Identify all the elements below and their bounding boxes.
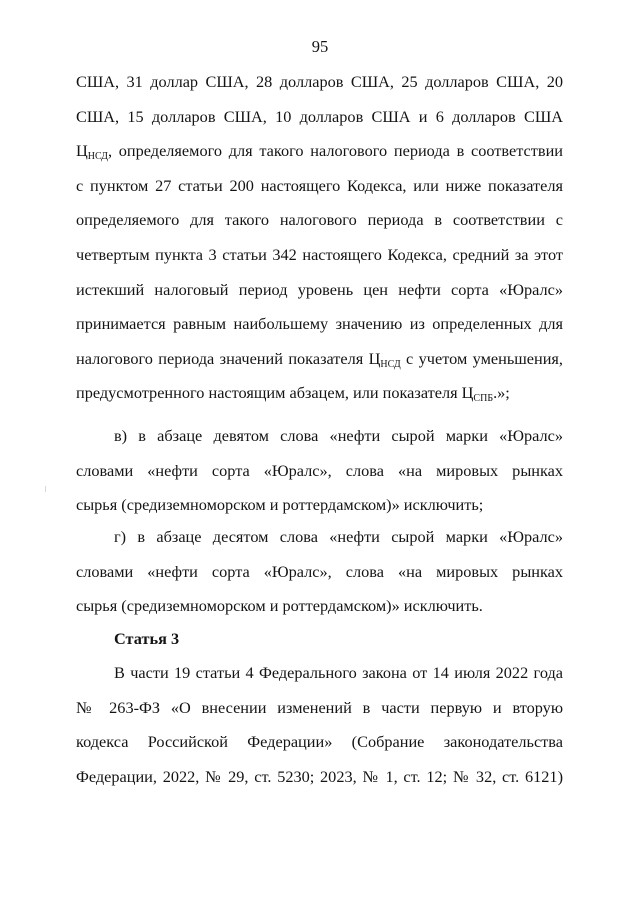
- line-fragment: .»;: [493, 383, 510, 403]
- text-line: В части 19 статьи 4 Федерального закона от 14 июля 2022 года: [114, 663, 563, 682]
- text-line: сырья (средиземноморском и роттердамском)» исключить;: [76, 495, 484, 515]
- line-fragment: предусмотренного настоящим абзацем, или показателя Ц: [76, 383, 474, 403]
- text-line: США, 15 долларов США, 10 долларов США и 6 долларов США: [76, 106, 563, 126]
- text-line: [76, 376, 563, 411]
- margin-mark: [45, 486, 46, 492]
- text-line: словами «нефти сорта «Юралс», слова «на мировых рынках: [76, 561, 563, 581]
- line-fragment: налогового периода значений показателя Ц: [76, 348, 381, 368]
- text-line: Федерации, 2022, № 29, ст. 5230; 2023, № 1, ст. 12; № 32, ст. 6121): [76, 766, 563, 786]
- text-line: г) в абзаце десятом слова «нефти сырой марки «Юралс»: [114, 527, 563, 546]
- line-fragment: с учетом уменьшения,: [400, 348, 563, 368]
- text-line: сырья (средиземноморском и роттердамском)» исключить.: [76, 596, 483, 616]
- text-line: словами «нефти сорта «Юралс», слова «на мировых рынках: [76, 460, 563, 480]
- indicator-subscript: НСД: [380, 358, 401, 370]
- text-line: [76, 169, 563, 204]
- text-line: [76, 342, 563, 377]
- paragraph-article-3: [76, 656, 563, 794]
- paragraph-item-g: [76, 520, 563, 624]
- text-line: принимается равным наибольшему значению из определенных для: [76, 314, 563, 334]
- line-fragment: , определяемого для такого налогового периода в соответствии: [107, 141, 563, 161]
- text-line: в) в абзаце девятом слова «нефти сырой марки «Юралс»: [114, 426, 563, 445]
- text-line: № 263-ФЗ «О внесении изменений в части первую и вторую: [76, 697, 563, 717]
- page-number: 95: [311, 37, 329, 56]
- text-line: четвертым пункта 3 статьи 342 настоящего Кодекса, средний за этот: [76, 244, 563, 264]
- paragraph-continuation: [76, 65, 563, 411]
- paragraph-item-v: [76, 419, 563, 523]
- article-heading-block: [76, 622, 563, 657]
- article-heading: Статья 3: [114, 629, 180, 648]
- indicator-symbol: Ц: [76, 141, 88, 161]
- indicator-subscript: СПБ: [473, 393, 494, 405]
- text-line: истекший налоговый период уровень цен нефти сорта «Юралс»: [76, 279, 563, 299]
- text-line: США, 31 доллар США, 28 долларов США, 25 долларов США, 20: [76, 72, 563, 91]
- indicator-subscript: НСД: [87, 151, 108, 163]
- line-fragment: с пунктом 27 статьи 200 настоящего Кодекса, или ниже показателя: [76, 175, 563, 195]
- text-line: определяемого для такого налогового периода в соответствии с: [76, 210, 563, 230]
- text-line: кодекса Российской Федерации» (Собрание законодательства: [76, 732, 563, 752]
- text-line: [76, 134, 563, 169]
